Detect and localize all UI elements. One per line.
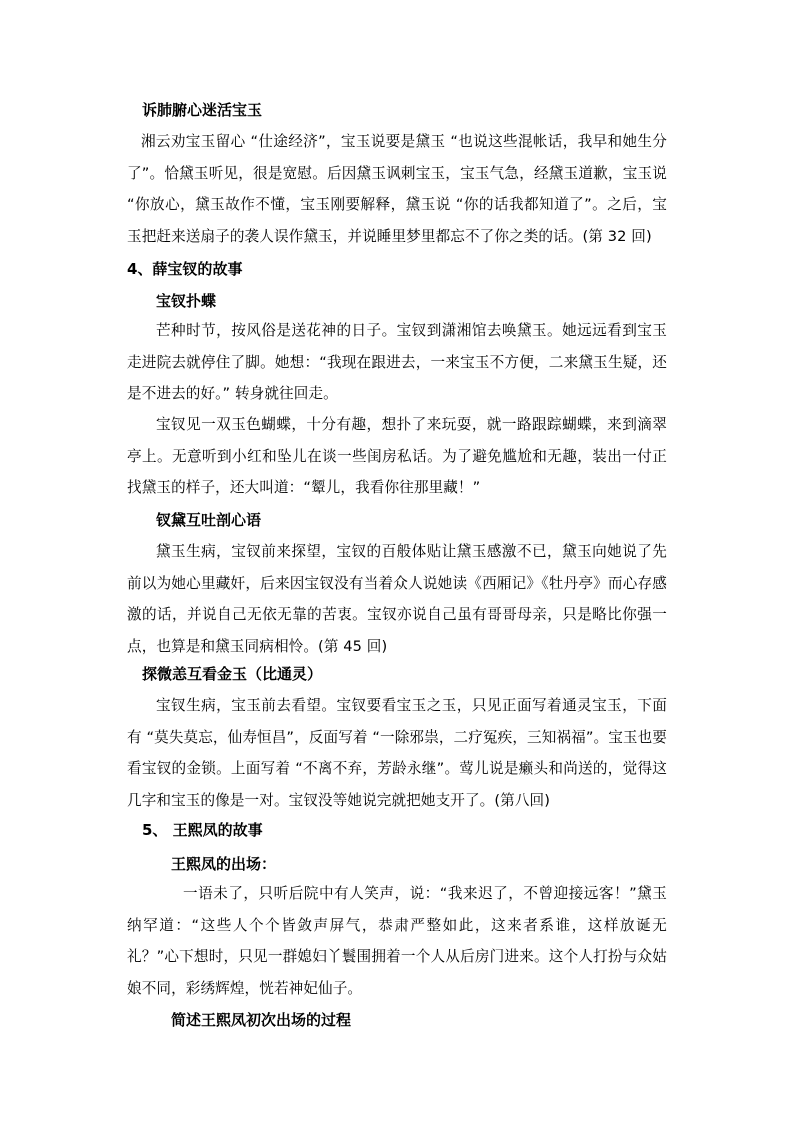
paragraph-xifeng-entrance: 一语未了，只听后院中有人笑声，说：“我来迟了，不曾迎接远客！”黛玉纳罕道：“这些人个个皆敛声屏气，恭肃严整如此，这来者系谁，这样放诞无礼？”心下想时，只见一群媳妇丫鬟围拥着一个人从后房门进来。这个人打扮与众姑娘不同，彩绣辉煌，恍若神妃仙子。 <box>127 885 667 997</box>
paragraph-gold-jade: 宝钗生病，宝玉前去看望。宝钗要看宝玉之玉，只见正面写着通灵宝玉，下面有 “莫失莫忘，仙寿恒昌”，反面写着 “一除邪祟，二疗冤疾，三知祸福”。宝玉也要看宝钗的金锁。上面写着 “不离不弃，芳龄永继”。莺儿说是癞头和尚送的，觉得这几字和宝玉的像是一对。宝钗没等她说完就把她支开了。(第八回) <box>127 697 667 809</box>
section-heading-heart-talk: 钗黛互吐剖心语 <box>156 511 262 529</box>
paragraph-butterfly-1: 芒种时节，按风俗是送花神的日子。宝钗到潇湘馆去唤黛玉。她远远看到宝玉走进院去就停住了脚。她想：“我现在跟进去，一来宝玉不方便，二来黛玉生疑，还是不进去的好。” 转身就往回走。 <box>127 322 667 402</box>
section-heading-gold-jade: 探微恙互看金玉（比通灵） <box>142 665 323 683</box>
chapter-heading-xifeng: 5、 王熙凤的故事 <box>142 821 263 839</box>
paragraph-confide-heart: 湘云劝宝玉留心 “仕途经济”，宝玉说要是黛玉 “也说这些混帐话，我早和她生分了”。恰黛玉听见，很是宽慰。后因黛玉讽刺宝玉，宝玉气急，经黛玉道歉，宝玉说 “你放心，黛玉故作不懂，宝玉刚要解释，黛玉说 “你的话我都知道了”。之后，宝玉把赶来送扇子的袭人误作黛玉，并说睡里梦里都忘不了你之类的话。(第 32 回) <box>127 133 667 245</box>
section-heading-confide-heart: 诉肺腑心迷活宝玉 <box>142 101 263 119</box>
paragraph-heart-talk: 黛玉生病，宝钗前来探望，宝钗的百般体贴让黛玉感激不已，黛玉向她说了先前以为她心里藏奸，后来因宝钗没有当着众人说她读《西厢记》《牡丹亭》而心存感激的话，并说自己无依无靠的苦衷。宝钗亦说自己虽有哥哥母亲，只是略比你强一点，也算是和黛玉同病相怜。(第 45 回) <box>127 543 667 655</box>
paragraph-butterfly-2: 宝钗见一双玉色蝴蝶，十分有趣，想扑了来玩耍，就一路跟踪蝴蝶，来到滴翠亭上。无意听到小红和坠儿在谈一些闺房私话。为了避免尴尬和无趣，装出一付正找黛玉的样子，还大叫道：“颦儿，我看你往那里藏！” <box>127 416 667 496</box>
section-heading-xifeng-entrance: 王熙凤的出场： <box>171 855 277 873</box>
section-heading-baochai-butterfly: 宝钗扑蝶 <box>156 292 217 310</box>
chapter-heading-baochai: 4、薛宝钗的故事 <box>127 260 243 278</box>
section-heading-xifeng-question: 简述王熙凤初次出场的过程 <box>171 1011 352 1029</box>
